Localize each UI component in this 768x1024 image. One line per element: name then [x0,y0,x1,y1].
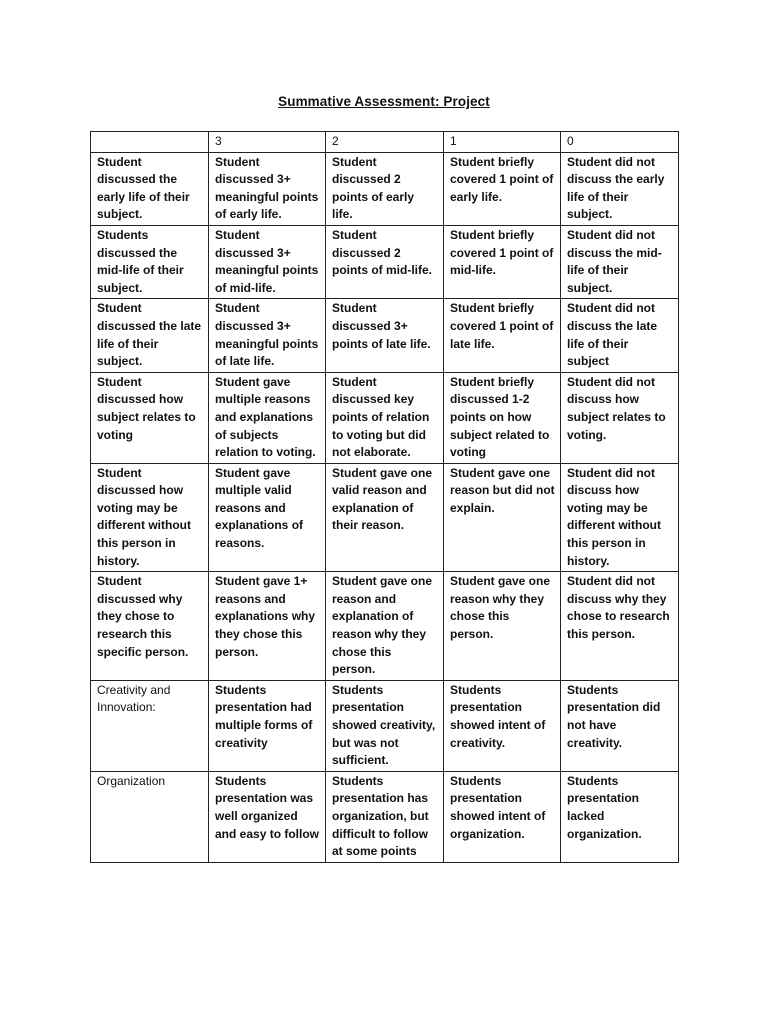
table-row [91,572,679,681]
score-2-cell: Student discussed 2 points of mid-life. [326,225,444,298]
table-row [91,463,679,572]
table-row [91,299,679,372]
table-row [91,771,679,862]
rubric-table [90,131,679,863]
score-2-cell: Students presentation showed creativity, but was not sufficient. [326,680,444,771]
score-0-cell: Student did not discuss how subject relates to voting. [561,372,679,463]
score-1-cell: Student briefly covered 1 point of early life. [444,152,561,225]
score-1-cell: Student briefly covered 1 point of late life. [444,299,561,372]
table-row [91,680,679,771]
score-3-cell: Student gave 1+ reasons and explanations why they chose this person. [209,572,326,681]
criterion-cell: Student discussed the early life of their subject. [91,152,209,225]
criterion-cell: Creativity and Innovation: [91,680,209,771]
score-2-cell: Student discussed key points of relation to voting but did not elaborate. [326,372,444,463]
table-row [91,152,679,225]
score-2-cell: Student gave one valid reason and explanation of their reason. [326,463,444,572]
score-1-cell: Student gave one reason why they chose this person. [444,572,561,681]
score-0-cell: Student did not discuss how voting may be different without this person in history. [561,463,679,572]
score-2-cell: Student discussed 2 points of early life. [326,152,444,225]
header-criterion-cell [91,132,209,153]
table-row [91,372,679,463]
score-3-cell: Students presentation was well organized and easy to follow [209,771,326,862]
score-1-cell: Student briefly covered 1 point of mid-life. [444,225,561,298]
criterion-cell: Student discussed why they chose to research this specific person. [91,572,209,681]
score-0-cell: Student did not discuss the early life of their subject. [561,152,679,225]
score-0-cell: Student did not discuss the late life of their subject [561,299,679,372]
score-0-cell: Student did not discuss the mid-life of their subject. [561,225,679,298]
header-score-2: 2 [326,132,444,153]
criterion-cell: Student discussed the late life of their subject. [91,299,209,372]
score-1-cell: Students presentation showed intent of creativity. [444,680,561,771]
table-header-row [91,132,679,153]
document-title: Summative Assessment: Project [278,94,490,109]
score-3-cell: Student gave multiple valid reasons and explanations of reasons. [209,463,326,572]
table-row [91,225,679,298]
score-2-cell: Student gave one reason and explanation of reason why they chose this person. [326,572,444,681]
score-0-cell: Students presentation did not have creativity. [561,680,679,771]
score-3-cell: Student discussed 3+ meaningful points of late life. [209,299,326,372]
criterion-cell: Organization [91,771,209,862]
criterion-cell: Students discussed the mid-life of their subject. [91,225,209,298]
score-1-cell: Student gave one reason but did not explain. [444,463,561,572]
score-0-cell: Student did not discuss why they chose to research this person. [561,572,679,681]
header-score-0: 0 [561,132,679,153]
score-3-cell: Student discussed 3+ meaningful points of mid-life. [209,225,326,298]
score-2-cell: Students presentation has organization, but difficult to follow at some points [326,771,444,862]
score-3-cell: Student discussed 3+ meaningful points of early life. [209,152,326,225]
header-score-1: 1 [444,132,561,153]
criterion-cell: Student discussed how subject relates to voting [91,372,209,463]
criterion-cell: Student discussed how voting may be different without this person in history. [91,463,209,572]
score-3-cell: Students presentation had multiple forms of creativity [209,680,326,771]
score-1-cell: Student briefly discussed 1-2 points on how subject related to voting [444,372,561,463]
score-1-cell: Students presentation showed intent of organization. [444,771,561,862]
header-score-3: 3 [209,132,326,153]
score-2-cell: Student discussed 3+ points of late life. [326,299,444,372]
score-0-cell: Students presentation lacked organization. [561,771,679,862]
score-3-cell: Student gave multiple reasons and explanations of subjects relation to voting. [209,372,326,463]
